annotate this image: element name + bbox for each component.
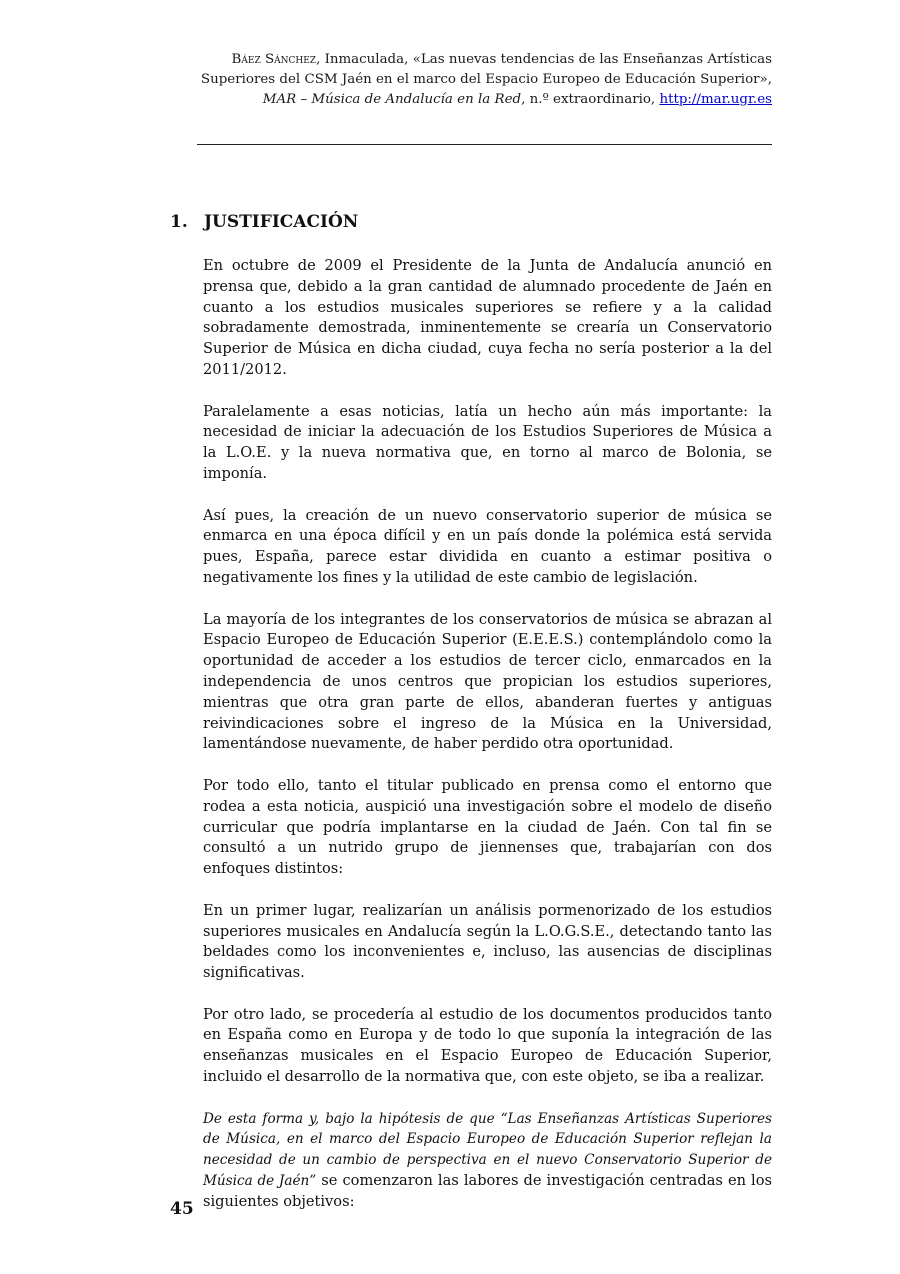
body-text (203, 256, 772, 1233)
paragraph: En un primer lugar, realizarían un análisis pormenorizado de los estudios superiores musicales en Andalucía según la L.O.G.S.E., detectando tanto las beldades como los inconvenientes e, incluso, las ausencias de disciplinas significativas. (203, 901, 772, 982)
running-header (170, 50, 772, 110)
hypothesis-italic: De esta forma y, bajo la hipótesis de que “Las Enseñanzas Artísticas Superiores de Música, en el marco del Espacio Europeo de Educación Superior reflejan la necesidad de un cambio de perspectiva en el nuevo Conservatorio Superior de Música de Jaén” (203, 1110, 772, 1190)
hypothesis-paragraph (203, 1109, 772, 1213)
paragraph: La mayoría de los integrantes de los conservatorios de música se abrazan al Espacio Europeo de Educación Superior (E.E.E.S.) contemplándolo como la oportunidad de acceder a los estudios de tercer ciclo, enmarcados en la independencia de unos centros que propician los estudios superiores, mientras que otra gran parte de ellos, abanderan fuertes y antiguas reivindicaciones sobre el ingreso de la Música en la Universidad, lamentándose nuevamente, de haber perdido otra oportunidad. (203, 610, 772, 753)
paragraph: Así pues, la creación de un nuevo conservatorio superior de música se enmarca en una época difícil y en un país donde la polémica está servida pues, España, parece estar dividida en cuanto a estimar positiva o negativamente los fines y la utilidad de este cambio de legislación. (203, 506, 772, 586)
page-number: 45 (170, 1199, 194, 1219)
section-title: JUSTIFICACIÓN (204, 212, 359, 232)
paragraph: Por otro lado, se procedería al estudio de los documentos producidos tanto en España como en Europa y de todo lo que suponía la integración de las enseñanzas musicales en el Espacio Europeo de Educación Superior, incluido el desarrollo de la normativa que, con este objeto, se iba a realizar. (203, 1005, 772, 1086)
journal-link[interactable]: http://mar.ugr.es (659, 92, 772, 107)
header-author-surname: Báez Sánchez (231, 52, 317, 67)
paragraph: Paralelamente a esas noticias, latía un hecho aún más importante: la necesidad de iniciar la adecuación de los Estudios Superiores de Música a la L.O.E. y la nueva normativa que, en torno al marco de Bolonia, se imponía. (203, 402, 772, 482)
section-heading (170, 212, 358, 232)
header-citation: , Inmaculada, «Las nuevas tendencias de las Enseñanzas Artísticas Superiores del CSM Jaén en el marco del Espacio Europeo de Educación Superior», (200, 52, 772, 87)
header-issue: , n.º extraordinario, (521, 92, 660, 107)
paragraph: Por todo ello, tanto el titular publicado en prensa como el entorno que rodea a esta noticia, auspició una investigación sobre el modelo de diseño curricular que podría implantarse en la ciudad de Jaén. Con tal fin se consultó a un nutrido grupo de jiennenses que, trabajarían con dos enfoques distintos: (203, 776, 772, 878)
section-number: 1. (170, 212, 188, 232)
header-divider (197, 144, 772, 145)
header-journal: MAR – Música de Andalucía en la Red (262, 92, 522, 107)
hypothesis-continuation: se comenzaron las labores de investigación centradas en los siguientes objetivos: (203, 1172, 772, 1210)
paragraph: En octubre de 2009 el Presidente de la Junta de Andalucía anunció en prensa que, debido a la gran cantidad de alumnado procedente de Jaén en cuanto a los estudios musicales superiores se refiere y a la calidad sobradamente demostrada, inminentemente se crearía un Conservatorio Superior de Música en dicha ciudad, cuya fecha no sería posterior a la del 2011/2012. (203, 257, 772, 378)
